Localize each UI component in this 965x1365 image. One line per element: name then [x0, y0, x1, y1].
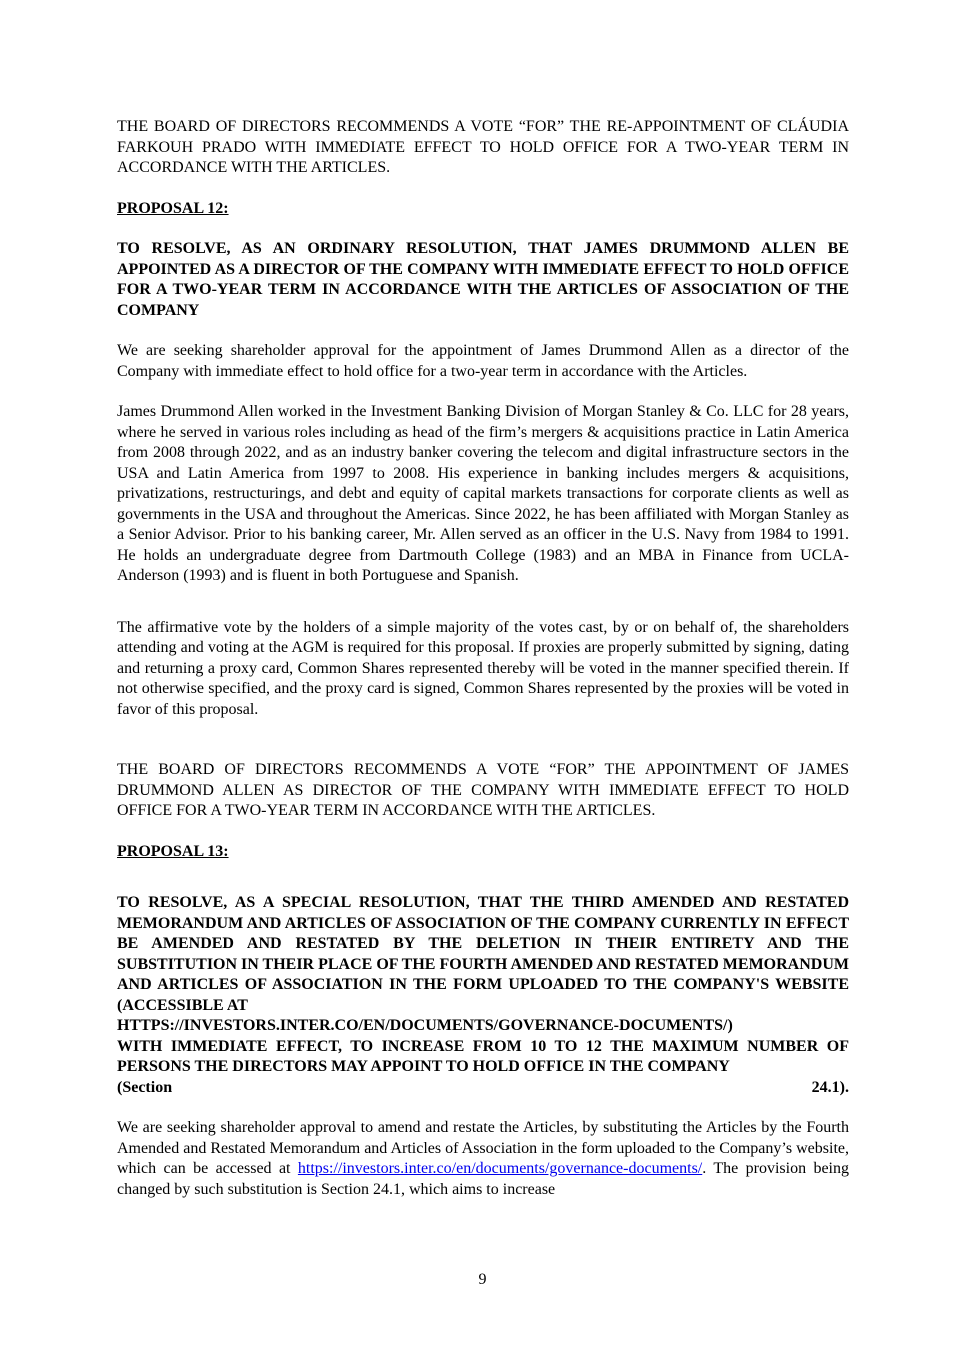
- document-page: [117, 117, 849, 1200]
- proposal-13-resolution-part2: WITH IMMEDIATE EFFECT, TO INCREASE FROM 10 TO 12 THE MAXIMUM NUMBER OF PERSONS THE DIRECTORS MAY APPOINT TO HOLD OFFICE IN THE COMPANY: [117, 1037, 849, 1075]
- proposal-13-resolution-section: [117, 1078, 849, 1099]
- proposal-13-heading: PROPOSAL 13:: [117, 842, 229, 860]
- proposal-13-approval-text: [117, 1118, 849, 1200]
- proposal-13-approval-after: . The provision being changed by such substitution is Section 24.1, which aims to increase: [117, 1160, 850, 1198]
- proposal-13-approval-before: We are seeking shareholder approval to amend and restate the Articles, by substituting the Articles by the Fourth Amended and Restated Memorandum and Articles of Association in the form uploaded to the Company’s website, which can be accessed at: [117, 1119, 849, 1177]
- proposal-12-nominee-bio: James Drummond Allen worked in the Investment Banking Division of Morgan Stanley & Co. LLC for 28 years, where he served in various roles including as head of the firm’s mergers & acquisitions practice in Latin America from 2008 through 2022, and as an industry banker covering the telecom and digital infrastructure sectors in the USA and Latin America from 1997 to 2008. His experience in banking includes mergers & acquisitions, privatizations, restructurings, and debt and equity of capital markets transactions for corporate clients as well as governments in the USA and throughout the Americas. Since 2022, he has been affiliated with Morgan Stanley as a Senior Advisor. Prior to his banking career, Mr. Allen served as an officer in the U.S. Navy from 1984 to 1991. He holds an undergraduate degree from Dartmouth College (1983) and an MBA in Finance from UCLA-Anderson (1993) and is fluent in both Portuguese and Spanish.: [117, 403, 849, 584]
- proposal-12-vote-requirement: The affirmative vote by the holders of a simple majority of the votes cast, by or on behalf of, the shareholders attending and voting at the AGM is required for this proposal. If proxies are properly submitted by signing, dating and returning a proxy card, Common Shares represented thereby will be voted in the manner specified therein. If not otherwise specified, and the proxy card is signed, Common Shares represented by the proxies will be voted in favor of this proposal.: [117, 618, 849, 718]
- proposal-12-heading: PROPOSAL 12:: [117, 199, 229, 217]
- proposal-13-section-number: 24.1).: [811, 1078, 849, 1096]
- proposal-13-resolution-part1: TO RESOLVE, AS A SPECIAL RESOLUTION, THAT THE THIRD AMENDED AND RESTATED MEMORANDUM AND ARTICLES OF ASSOCIATION OF THE COMPANY CURRENTLY IN EFFECT BE AMENDED AND RESTATED BY THE DELETION IN THEIR ENTIRETY AND THE SUBSTITUTION IN THEIR PLACE OF THE FOURTH AMENDED AND RESTATED MEMORANDUM AND ARTICLES OF ASSOCIATION IN THE FORM UPLOADED TO THE COMPANY'S WEBSITE (ACCESSIBLE AT: [117, 894, 849, 1014]
- proposal-12-board-recommendation: THE BOARD OF DIRECTORS RECOMMENDS A VOTE “FOR” THE APPOINTMENT OF JAMES DRUMMOND ALLEN AS DIRECTOR OF THE COMPANY WITH IMMEDIATE EFFECT TO HOLD OFFICE FOR A TWO-YEAR TERM IN ACCORDANCE WITH THE ARTICLES.: [117, 761, 849, 819]
- proposal-12-resolution: TO RESOLVE, AS AN ORDINARY RESOLUTION, THAT JAMES DRUMMOND ALLEN BE APPOINTED AS A DIRECTOR OF THE COMPANY WITH IMMEDIATE EFFECT TO HOLD OFFICE FOR A TWO-YEAR TERM IN ACCORDANCE WITH THE ARTICLES OF ASSOCIATION OF THE COMPANY: [117, 240, 849, 319]
- proposal-13-resolution: [117, 893, 849, 1098]
- proposal-13-resolution-url: HTTPS://INVESTORS.INTER.CO/EN/DOCUMENTS/GOVERNANCE-DOCUMENTS/): [117, 1017, 733, 1034]
- board-recommendation-proposal-11: THE BOARD OF DIRECTORS RECOMMENDS A VOTE “FOR” THE RE-APPOINTMENT OF CLÁUDIA FARKOUH PRADO WITH IMMEDIATE EFFECT TO HOLD OFFICE FOR A TWO-YEAR TERM IN ACCORDANCE WITH THE ARTICLES.: [117, 118, 849, 176]
- page-number: 9: [478, 1271, 487, 1288]
- proposal-13-section-label: (Section: [117, 1078, 173, 1096]
- governance-documents-link[interactable]: https://investors.inter.co/en/documents/governance-documents/: [297, 1160, 703, 1177]
- proposal-12-approval-text: We are seeking shareholder approval for the appointment of James Drummond Allen as a director of the Company with immediate effect to hold office for a two-year term in accordance with the Articles.: [117, 342, 849, 380]
